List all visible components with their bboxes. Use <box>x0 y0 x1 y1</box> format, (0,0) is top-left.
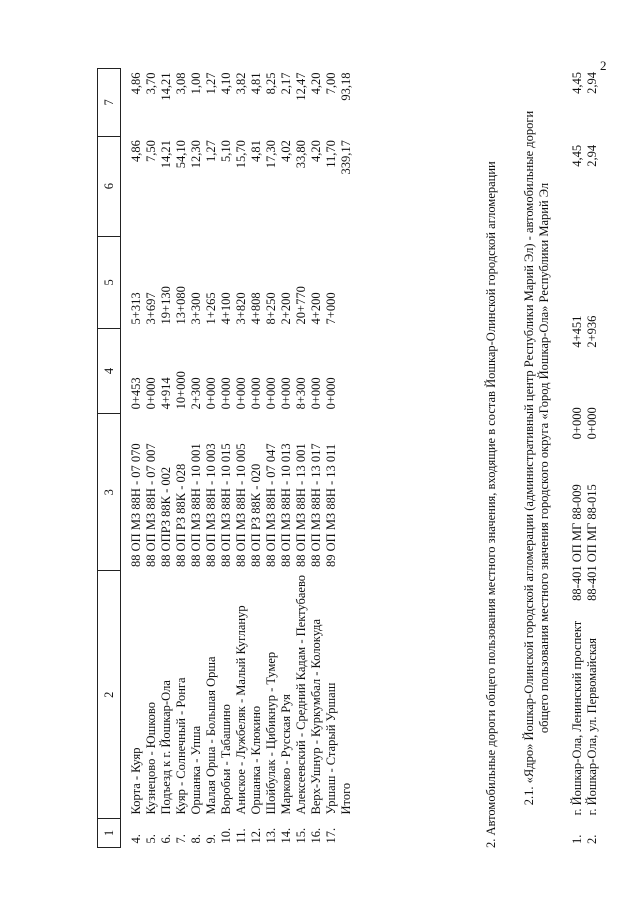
section-2-1-heading <box>522 108 552 808</box>
agglomeration-length: 4,20 <box>309 72 323 95</box>
table-row <box>585 68 600 848</box>
road-name: г. Йошкар-Ола, ул. Первомайская <box>585 637 599 816</box>
total-length: 4,02 <box>279 140 293 162</box>
end-km: 4+200 <box>309 292 323 325</box>
start-km: 8+300 <box>294 377 308 410</box>
total-length: 14,21 <box>159 140 173 169</box>
section-2-1-line-1: 2.1. «Ядро» Йошкар-Олинской городской агломерации (административный центр Республики Марий Эл) - автомобильные дороги <box>522 110 536 806</box>
road-code: 88 ОП МЗ 88Н - 07 007 <box>144 443 158 567</box>
end-km: 2+200 <box>279 292 293 325</box>
row-number: 12. <box>249 827 263 844</box>
end-km: 2+936 <box>585 315 599 348</box>
road-name: Малая Орша - Большая Орша <box>204 656 218 815</box>
agglomeration-length: 3,70 <box>144 72 158 95</box>
row-number: 5. <box>144 834 158 844</box>
row-number: 6. <box>159 834 173 844</box>
road-name: Куяр - Солнечный - Ронга <box>174 677 188 815</box>
road-name: Алексеевский - Средний Кадам - Пектубаево <box>294 574 308 815</box>
agglomeration-length: 12,47 <box>294 72 308 101</box>
end-km: 20+770 <box>294 286 308 325</box>
row-number: 2. <box>585 834 599 844</box>
road-name: Оршанка - Клюкино <box>249 705 263 815</box>
road-code: 88 ОП МЗ 88Н - 10 015 <box>219 443 233 567</box>
road-code: 88 ОП МЗ 88Н - 07 070 <box>129 443 143 567</box>
row-number: 10. <box>219 827 233 844</box>
start-km: 4+914 <box>159 377 173 410</box>
table-row <box>249 69 264 848</box>
agglomeration-length: 2,94 <box>585 72 599 94</box>
row-number: 14. <box>279 827 293 844</box>
table-row <box>264 69 279 848</box>
start-km: 0+000 <box>144 377 158 410</box>
page-number: 2 <box>600 58 607 73</box>
total-length: 33,80 <box>294 140 308 169</box>
start-km: 0+000 <box>585 407 599 440</box>
road-code: 88 ОПРЗ 88К - 002 <box>159 466 173 567</box>
road-name: Марково - Русская Руя <box>279 694 293 815</box>
total-length: 17,30 <box>264 140 278 169</box>
start-km: 0+453 <box>129 377 143 410</box>
agglomeration-length: 2,17 <box>279 72 293 95</box>
row-number: 7. <box>174 834 188 844</box>
road-code: 88 ОП МЗ 88Н - 07 047 <box>264 443 278 567</box>
road-code: 88-401 ОП МГ 88-009 <box>570 484 584 601</box>
row-number: 17. <box>324 827 338 844</box>
road-code: 88-401 ОП МГ 88-015 <box>585 484 599 601</box>
table-row <box>174 69 189 848</box>
end-km: 4+451 <box>570 315 584 348</box>
road-code: 88 ОП МЗ 88Н - 13 017 <box>309 443 323 567</box>
road-code: 89 ОП МЗ 88Н - 13 011 <box>324 443 338 567</box>
road-code: 88 ОП МЗ 88Н - 13 001 <box>294 443 308 567</box>
road-code: 88 ОП МЗ 88Н - 10 001 <box>189 443 203 567</box>
agglomeration-length: 8,25 <box>264 72 278 95</box>
total-length: 1,27 <box>204 140 218 162</box>
agglomeration-length: 4,81 <box>249 72 263 95</box>
agglomeration-length: 4,45 <box>570 72 584 94</box>
road-name: Верх-Ушнур - Куркумбал - Колокуда <box>309 618 323 815</box>
city-roads-table <box>570 68 600 848</box>
row-number: 15. <box>294 827 308 844</box>
row-number: 13. <box>264 827 278 844</box>
road-code: 88 ОП МЗ 88Н - 10 013 <box>279 443 293 567</box>
agglomeration-length: 1,00 <box>189 72 203 95</box>
agglomeration-length: 3,82 <box>234 72 248 95</box>
total-length-sum: 339,17 <box>339 140 353 175</box>
total-length: 12,30 <box>189 140 203 169</box>
total-length: 4,20 <box>309 140 323 162</box>
end-km: 5+313 <box>129 292 143 325</box>
road-code: 88 ОП МЗ 88Н - 10 003 <box>204 443 218 567</box>
start-km: 0+000 <box>204 377 218 410</box>
end-km: 4+808 <box>249 292 263 325</box>
end-km: 19+130 <box>159 286 173 325</box>
table-header-row <box>98 69 121 848</box>
start-km: 0+000 <box>234 377 248 410</box>
table-row <box>144 69 159 848</box>
agglomeration-length-sum: 93,18 <box>339 72 353 101</box>
table-row <box>324 69 339 848</box>
end-km: 7+000 <box>324 292 338 325</box>
header-col-4: 4 <box>98 328 121 413</box>
end-km: 3+820 <box>234 292 248 325</box>
end-km: 3+697 <box>144 292 158 325</box>
section-2-1-line-2: общего пользования местного значения городского округа «Город Йошкар-Ола» Республики Марий Эл <box>537 182 551 734</box>
row-number: 1. <box>570 834 584 844</box>
table-row <box>570 68 585 848</box>
total-label: Итого <box>339 782 353 815</box>
row-number: 16. <box>309 827 323 844</box>
road-name: Аниское - Лужбеляк - Малый Кугланур <box>234 605 248 815</box>
total-length: 2,94 <box>585 144 599 167</box>
start-km: 0+000 <box>249 377 263 410</box>
agglomeration-length: 7,00 <box>324 72 338 95</box>
end-km: 13+080 <box>174 286 188 325</box>
agglomeration-length: 4,86 <box>129 72 143 95</box>
agglomeration-length: 1,27 <box>204 72 218 95</box>
total-length: 4,45 <box>570 144 584 167</box>
header-col-3: 3 <box>98 413 121 571</box>
total-length: 7,50 <box>144 140 158 162</box>
table-row <box>189 69 204 848</box>
start-km: 0+000 <box>570 407 584 440</box>
start-km: 0+000 <box>309 377 323 410</box>
header-col-2: 2 <box>98 571 121 818</box>
end-km: 4+100 <box>219 292 233 325</box>
road-name: Шойбулак - Цибикнур - Тумер <box>264 651 278 815</box>
road-name: Корта - Куяр <box>129 747 143 815</box>
start-km: 0+000 <box>219 377 233 410</box>
road-name: Оршанка - Упша <box>189 725 203 815</box>
road-code: 88 ОП РЗ 88К - 028 <box>174 463 188 567</box>
rotated-page-content <box>92 68 612 858</box>
road-code: 88 ОП МЗ 88Н - 10 005 <box>234 443 248 567</box>
start-km: 0+000 <box>264 377 278 410</box>
agglomeration-length: 3,08 <box>174 72 188 95</box>
total-length: 15,70 <box>234 140 248 169</box>
road-name: Подъезд к г. Йошкар-Ола <box>159 680 173 815</box>
table-row <box>309 69 324 848</box>
start-km: 0+000 <box>324 377 338 410</box>
header-col-5: 5 <box>98 236 121 328</box>
row-number: 11. <box>234 828 248 844</box>
start-km: 0+000 <box>279 377 293 410</box>
table-row <box>204 69 219 848</box>
road-name: Уршаш - Старый Уршаш <box>324 682 338 815</box>
table-row <box>159 69 174 848</box>
total-length: 54,10 <box>174 140 188 169</box>
start-km: 2+300 <box>189 377 203 410</box>
row-number: 4. <box>129 834 143 844</box>
table-row <box>129 69 144 848</box>
header-col-6: 6 <box>98 136 121 236</box>
agglomeration-length: 4,10 <box>219 72 233 95</box>
header-col-7: 7 <box>98 69 121 137</box>
row-number: 8. <box>189 834 203 844</box>
road-code: 88 ОП РЗ 88К - 020 <box>249 463 263 567</box>
table-row <box>279 69 294 848</box>
end-km: 8+250 <box>264 292 278 325</box>
start-km: 10+000 <box>174 371 188 410</box>
agglomeration-length: 14,21 <box>159 72 173 101</box>
table-row <box>294 69 309 848</box>
table-row <box>234 69 249 848</box>
total-length: 5,10 <box>219 140 233 162</box>
road-name: Воробьи - Табашино <box>219 704 233 815</box>
total-length: 4,81 <box>249 140 263 162</box>
end-km: 1+265 <box>204 292 218 325</box>
total-length: 11,70 <box>324 140 338 168</box>
table-row <box>219 69 234 848</box>
section-2-heading: 2. Автомобильные дороги общего пользования местного значения, входящие в состав Йошкар-Олинской городской агломерации <box>484 161 498 848</box>
road-name: Кузнецово - Юшково <box>144 701 158 815</box>
header-col-1: 1 <box>98 818 121 847</box>
total-length: 4,86 <box>129 140 143 162</box>
road-name: г. Йошкар-Ола, Ленинский проспект <box>570 620 584 816</box>
roads-table <box>97 68 354 848</box>
end-km: 3+300 <box>189 292 203 325</box>
row-number: 9. <box>204 834 218 844</box>
table-total-row <box>339 69 354 848</box>
